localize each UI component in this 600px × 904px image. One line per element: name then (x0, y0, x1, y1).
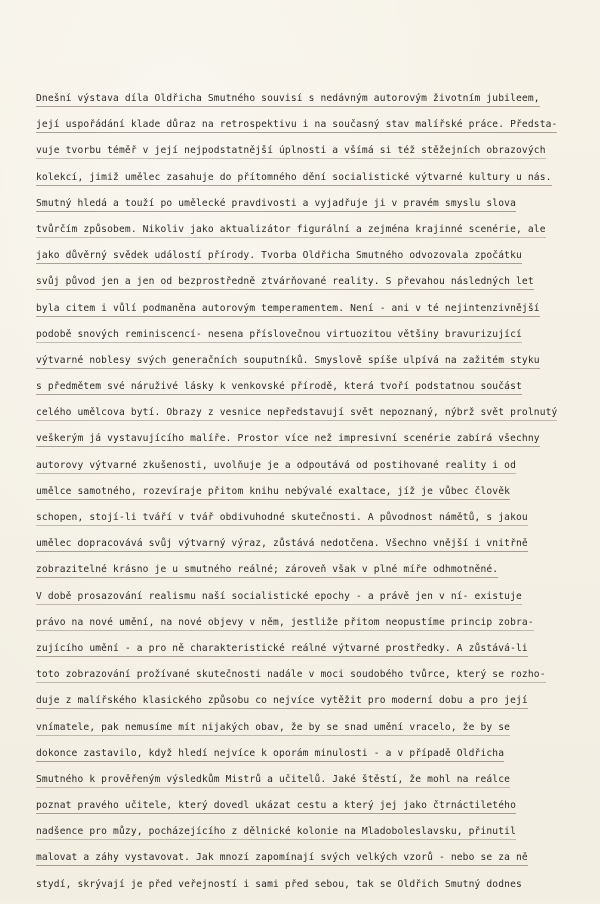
text-line (36, 668, 596, 694)
text-line (36, 616, 596, 642)
text-line (36, 118, 596, 144)
typescript-body (36, 92, 596, 904)
line-text: celého umělcova bytí. Obrazy z vesnice nepředstavují svět nepoznaný, nýbrž svět prolnutý (36, 406, 557, 421)
line-text: jako důvěrný svědek událostí přírody. Tvorba Oldřicha Smutného odvozovala zpočátku (36, 249, 522, 264)
line-text: kolekcí, jimiž umělec zasahuje do přítomného dění socialistické výtvarné kultury u nás. (36, 171, 552, 186)
line-text: toto zobrazování prožívané skutečnosti nadále v moci soudobého tvůrce, který se rozho- (36, 668, 546, 683)
line-text: umělec dopracovává svůj výtvarný výraz, zůstává nedotčena. Všechno vnější i vnitřně (36, 537, 528, 552)
line-text: tvůrčím způsobem. Nikoliv jako aktualizátor figurální a zejména krajinné scenérie, ale (36, 223, 546, 238)
text-line (36, 432, 596, 458)
text-line (36, 642, 596, 668)
line-text: s předmětem své náruživé lásky k venkovské přírodě, která tvoří podstatnou součást (36, 380, 522, 395)
text-line (36, 354, 596, 380)
line-text: Smutný hledá a touží po umělecké pravdivosti a vyjadřuje ji v pravém smyslu slova (36, 197, 516, 212)
line-text: poznat pravého učitele, který dovedl ukázat cestu a který jej jako čtrnáctiletého (36, 799, 516, 814)
line-text: V době prosazování realismu naší socialistické epochy - a právě jen v ní- existuje (36, 590, 522, 605)
text-line (36, 747, 596, 773)
line-text: duje z malířského klasického způsobu co nejvíce vytěžit pro moderní dobu a pro její (36, 694, 528, 709)
line-text: veškerým já vystavujícího malíře. Prostor více než impresivní scenérie zabírá všechny (36, 432, 540, 447)
text-line (36, 459, 596, 485)
text-line (36, 328, 596, 354)
text-line (36, 171, 596, 197)
line-text: svůj původ jen a jen od bezprostředně ztvárňované reality. S převahou následných let (36, 275, 534, 290)
line-text: Dnešní výstava díla Oldřicha Smutného souvisí s nedávným autorovým životním jubileem, (36, 92, 540, 107)
line-text: autorovy výtvarné zkušenosti, uvolňuje je a odpoutává od postihované reality i od (36, 459, 516, 474)
line-text: vnímatele, pak nemusíme mít nijakých obav, že by se snad umění vracelo, že by se (36, 721, 510, 736)
text-line (36, 590, 596, 616)
text-line (36, 825, 596, 851)
text-line (36, 223, 596, 249)
line-text: schopen, stojí-li tváří v tvář obdivuhodné skutečnosti. A původnost námětů, s jakou (36, 511, 528, 526)
line-text: zujícího umění - a pro ně charakteristické reálné výtvarné prostředky. A zůstává-li (36, 642, 528, 657)
line-text: výtvarné noblesy svých generačních souputníků. Smyslově spíše ulpívá na zažitém styku (36, 354, 540, 369)
text-line (36, 302, 596, 328)
line-text: právo na nové umění, na nové objevy v něm, jestliže přitom neopustíme princip zobra- (36, 616, 534, 631)
line-text: umělce samotného, rozevíraje přitom knihu nebývalé exaltace, jíž je vůbec člověk (36, 485, 510, 500)
text-line (36, 249, 596, 275)
text-line (36, 694, 596, 720)
text-line (36, 511, 596, 537)
text-line (36, 721, 596, 747)
text-line (36, 144, 596, 170)
line-text: Smutného k prověřeným výsledkům Mistrů a učitelů. Jaké štěstí, že mohl na reálce (36, 773, 510, 788)
text-line (36, 485, 596, 511)
line-text: byla citem i vůlí podmaněna autorovým temperamentem. Není - ani v té nejintenzivnější (36, 302, 540, 317)
text-line (36, 406, 596, 432)
text-line (36, 92, 596, 118)
line-text: stydí, skrývají je před veřejností i sami před sebou, tak se Oldřich Smutný dodnes (36, 878, 522, 890)
line-text: její uspořádání klade důraz na retrospektivu i na současný stav malířské práce. Předsta- (36, 118, 557, 133)
text-line (36, 537, 596, 563)
text-line (36, 563, 596, 589)
text-line (36, 773, 596, 799)
text-line (36, 380, 596, 406)
line-text: vuje tvorbu téměř v její nejpodstatnější úplnosti a všímá si též stěžejních obrazových (36, 144, 546, 159)
line-text: zobrazitelné krásno je u smutného reálné; zároveň však v plné míře odhmotněné. (36, 563, 498, 578)
line-text: malovat a záhy vystavovat. Jak mnozí zapomínají svých velkých vzorů - nebo se za ně (36, 851, 528, 866)
line-text: dokonce zastavilo, když hledí nejvíce k oporám minulosti - a v případě Oldřicha (36, 747, 504, 762)
line-text: podobě snových reminiscencí- nesena příslovečnou virtuozitou většiny bravurizující (36, 328, 522, 343)
text-line (36, 275, 596, 301)
line-text: nadšence pro můzy, pocházejícího z dělnické kolonie na Mladoboleslavsku, přinutil (36, 825, 516, 840)
text-line (36, 799, 596, 825)
text-line (36, 197, 596, 223)
text-line (36, 851, 596, 877)
